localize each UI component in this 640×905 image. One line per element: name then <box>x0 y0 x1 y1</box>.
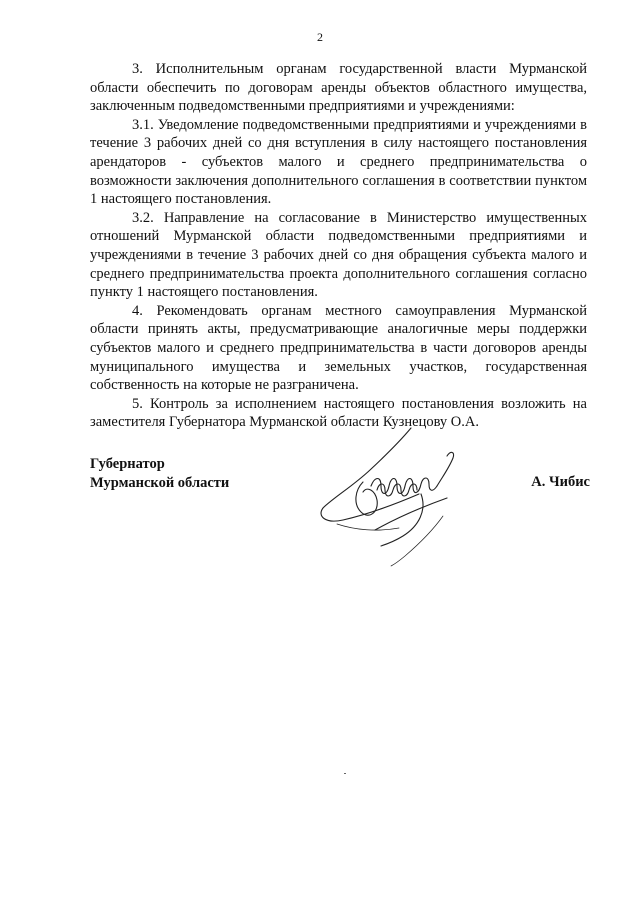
signer-title <box>90 455 229 492</box>
paragraph-3-2: 3.2. Направление на согласование в Министерство имущественных отношений Мурманской области подведомственными предприятиями и учреждениями в течение 3 рабочих дней со дня обращения субъекта малого и среднего предпринимательства проекта дополнительного соглашения согласно пункту 1 настоящего постановления. <box>90 209 587 301</box>
paragraph-3: 3. Исполнительным органам государственной власти Мурманской области обеспечить по договорам аренды объектов областного имущества, заключенным подведомственными предприятиями и учреждениями: <box>90 61 587 115</box>
signer-name: А. Чибис <box>531 474 590 490</box>
signer-title-line-2: Мурманской области <box>90 474 230 491</box>
page-number: 2 <box>317 30 323 44</box>
scan-dot <box>344 773 346 774</box>
document-body <box>90 60 587 432</box>
handwritten-signature <box>315 420 475 570</box>
paragraph-5: 5. Контроль за исполнением настоящего постановления возложить на заместителя Губернатора Мурманской области Кузнецову О.А. <box>90 395 587 431</box>
signer-title-line-1: Губернатор <box>90 456 165 472</box>
paragraph-3-1: 3.1. Уведомление подведомственными предприятиями и учреждениями в течение 3 рабочих дней со дня вступления в силу настоящего постановления арендаторов - субъектов малого и среднего предпринимательства о возможности заключения дополнительного соглашения в соответствии пунктом 1 настоящего постановления. <box>90 116 587 208</box>
paragraph-4: 4. Рекомендовать органам местного самоуправления Мурманской области принять акты, предусматривающие аналогичные меры поддержки субъектов малого и среднего предпринимательства в части договоров аренды муниципального имущества и земельных участков, государственная собственность на которые не разграничена. <box>90 302 587 394</box>
signature-block <box>90 455 590 575</box>
